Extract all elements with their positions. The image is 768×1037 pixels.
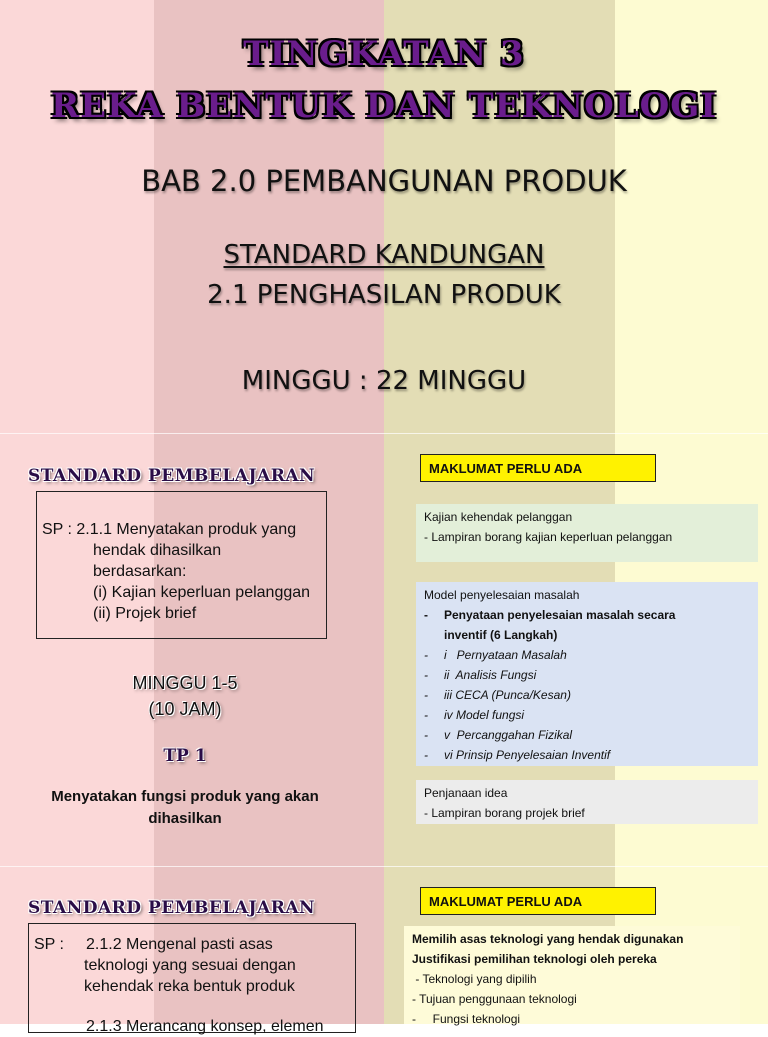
sp-label: SP :	[34, 936, 64, 953]
panel-title: Penjanaan idea	[424, 786, 508, 800]
panel-kajian-pelanggan	[416, 504, 758, 562]
tp-label: TP 1	[163, 746, 207, 766]
section-divider	[0, 866, 768, 867]
sp-line: kehendak reka bentuk produk	[84, 978, 295, 995]
maklumat-label: MAKLUMAT PERLU ADA	[420, 887, 656, 915]
panel-item: - Lampiran borang kajian keperluan pelanggan	[424, 530, 673, 544]
sp-line: SP : 2.1.1 Menyatakan produk yang	[42, 521, 297, 538]
panel-asas-teknologi	[404, 926, 740, 1024]
sp-line: 2.1.2 Mengenal pasti asas	[86, 936, 273, 953]
minggu-total: MINGGU : 22 MINGGU	[241, 366, 527, 396]
sp-line: teknologi yang sesuai dengan	[84, 957, 296, 974]
standard-pembelajaran-heading: STANDARD PEMBELAJARAN	[28, 466, 316, 486]
penghasilan-produk: 2.1 PENGHASILAN PRODUK	[207, 280, 561, 310]
panel-step: - iv Model fungsi	[424, 708, 525, 722]
panel-main-item-cont: inventif (6 Langkah)	[444, 628, 558, 642]
section-divider	[0, 433, 768, 434]
standard-pembelajaran-heading: STANDARD PEMBELAJARAN	[28, 898, 316, 918]
panel-step: - vi Prinsip Penyelesaian Inventif	[424, 748, 611, 762]
sp-line-cut: 2.1.3 Merancang konsep, elemen	[86, 1018, 324, 1035]
panel-title: Justifikasi pemilihan teknologi oleh pereka	[412, 952, 657, 966]
panel-step: - iii CECA (Punca/Kesan)	[424, 688, 571, 702]
sp-line: (i) Kajian keperluan pelanggan	[93, 584, 311, 601]
panel-item: - Lampiran borang projek brief	[424, 806, 585, 820]
title-tingkatan: TINGKATAN 3	[243, 34, 525, 74]
sp-line: berdasarkan:	[93, 563, 187, 580]
tp-description: Menyatakan fungsi produk yang akan dihasilkan	[51, 788, 319, 827]
sp-line: hendak dihasilkan	[93, 542, 222, 559]
minggu-range: MINGGU 1-5	[132, 673, 238, 693]
sp-line: (ii) Projek brief	[93, 605, 197, 622]
minggu-hours: (10 JAM)	[148, 699, 222, 719]
panel-step: - ii Analisis Fungsi	[424, 668, 537, 682]
panel-penjanaan-idea	[416, 780, 758, 824]
standard-kandungan-heading: STANDARD KANDUNGAN	[223, 240, 545, 270]
panel-item: - Teknologi yang dipilih	[412, 972, 537, 986]
panel-item: - Fungsi teknologi	[412, 1012, 521, 1026]
maklumat-label: MAKLUMAT PERLU ADA	[420, 454, 656, 482]
title-subject: REKA BENTUK DAN TEKNOLOGI	[50, 86, 718, 126]
panel-title: Model penyelesaian masalah	[424, 588, 580, 602]
panel-step: - v Percanggahan Fizikal	[424, 728, 573, 742]
panel-main-item: - Penyataan penyelesaian masalah secara	[424, 608, 676, 622]
panel-title: Kajian kehendak pelanggan	[424, 510, 573, 524]
panel-item: - Tujuan penggunaan teknologi	[412, 992, 577, 1006]
panel-model-penyelesaian	[416, 582, 758, 766]
panel-title: Memilih asas teknologi yang hendak digunakan	[412, 932, 684, 946]
chapter-title: BAB 2.0 PEMBANGUNAN PRODUK	[141, 164, 627, 198]
panel-step: - i Pernyataan Masalah	[424, 648, 567, 662]
